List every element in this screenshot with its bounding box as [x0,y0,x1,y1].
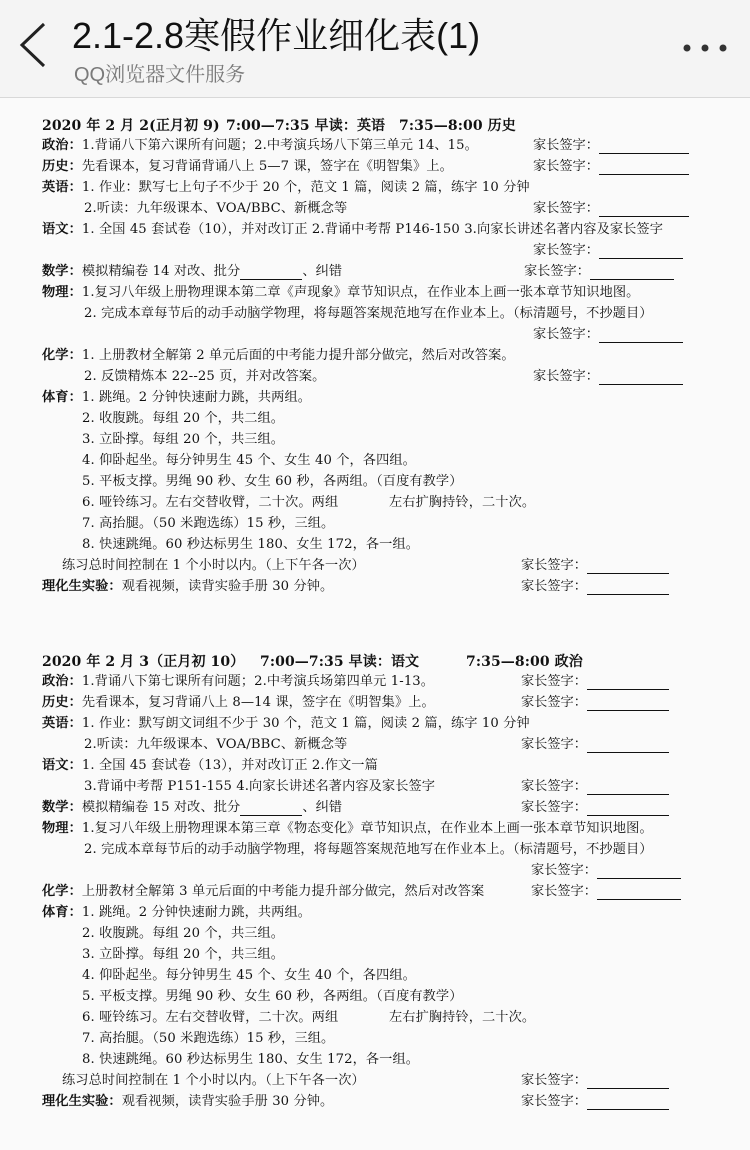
more-button[interactable] [680,36,730,60]
parent-signature: 家长签字： [531,884,681,900]
day2-chinese-2: 3.背诵中考帮 P151-155 4.向家长讲述名著内容及家长签字 [84,779,436,794]
day1-chinese: 语文：1. 全国 45 套试卷（10），并对改订正 2.背诵中考帮 P146-150 3.向家长讲述名著内容及家长签字 [42,222,664,237]
day1-pe-6b: 左右扩胸持铃，二十次。 [389,495,536,510]
day1-math: 数学：模拟精编卷 14 对改、批分 、纠错 [42,264,343,279]
day2-pe-4: 4. 仰卧起坐。每分钟男生 45 个、女生 40 个，各四组。 [82,968,416,983]
day2-pe-total: 练习总时间控制在 1 个小时以内。（上下午各一次） [62,1073,365,1088]
day2-pe-8: 8. 快速跳绳。60 秒达标男生 180、女生 172，各一组。 [82,1052,420,1067]
document-view[interactable] [0,98,750,1150]
day1-after-reading: 7:35—8:00 历史 [399,118,516,134]
parent-signature: 家长签字： [533,159,689,175]
day2-math: 数学：模拟精编卷 15 对改、批分 、纠错 [42,800,343,815]
day2-pe-3: 3. 立卧撑。每组 20 个，共三组。 [82,947,285,962]
day2-pe-2: 2. 收腹跳。每组 20 个，共三组。 [82,926,285,941]
parent-signature: 家长签字： [521,558,669,574]
parent-signature: 家长签字： [533,243,683,259]
back-button[interactable] [14,20,54,70]
day1-physics-1: 物理：1.复习八年级上册物理课本第二章《声现象》章节知识点，在作业本上画一张本章节知识地图。 [42,285,640,300]
day2-physics-1: 物理：1.复习八年级上册物理课本第三章《物态变化》章节知识点，在作业本上画一张本章节知识地图。 [42,821,653,836]
parent-signature: 家长签字： [533,138,689,154]
day2-pe-6: 6. 哑铃练习。左右交替收臂，二十次。两组 [82,1010,339,1025]
parent-signature: 家长签字： [521,579,669,595]
parent-signature: 家长签字： [521,1094,669,1110]
parent-signature: 家长签字： [524,264,674,280]
day2-pe-7: 7. 高抬腿。（50 米跑选练）15 秒，三组。 [82,1031,335,1046]
page-title: 2.1-2.8寒假作业细化表(1) [72,15,481,56]
day1-pe-total: 练习总时间控制在 1 个小时以内。（上下午各一次） [62,558,365,573]
day1-politics: 政治：1.背诵八下第六课所有问题；2.中考演兵场八下第三单元 14、15。 [42,138,478,153]
day2-pe-5: 5. 平板支撑。男绳 90 秒、女生 60 秒，各两组。（百度有教学） [82,989,463,1004]
day1-chemistry-2: 2. 反馈精炼本 22--25 页，并对改答案。 [84,369,326,384]
day1-pe-2: 2. 收腹跳。每组 20 个，共二组。 [82,411,285,426]
day2-pe-1: 体育：1. 跳绳。2 分钟快速耐力跳，共两组。 [42,905,312,920]
parent-signature: 家长签字： [521,800,669,816]
more-dots-icon [680,36,730,60]
day2-history: 历史：先看课本，复习背诵八上 8—14 课，签字在《明智集》上。 [42,695,435,710]
parent-signature: 家长签字： [521,695,669,711]
day1-date: 2020 年 2 月 2(正月初 9) [42,118,220,134]
parent-signature: 家长签字： [521,779,669,795]
day1-pe-8: 8. 快速跳绳。60 秒达标男生 180、女生 172，各一组。 [82,537,420,552]
day1-pe-3: 3. 立卧撑。每组 20 个，共三组。 [82,432,285,447]
app-header [0,0,750,98]
parent-signature: 家长签字： [531,863,681,879]
parent-signature: 家长签字： [533,369,683,385]
day2-lab: 理化生实验：观看视频，读背实验手册 30 分钟。 [42,1094,334,1109]
day1-pe-6: 6. 哑铃练习。左右交替收臂，二十次。两组 [82,495,339,510]
day1-pe-7: 7. 高抬腿。（50 米跑选练）15 秒，三组。 [82,516,335,531]
day2-pe-6b: 左右扩胸持铃，二十次。 [389,1010,536,1025]
day1-pe-4: 4. 仰卧起坐。每分钟男生 45 个、女生 40 个，各四组。 [82,453,416,468]
day1-lab: 理化生实验：观看视频，读背实验手册 30 分钟。 [42,579,334,594]
day2-after-reading: 7:35—8:00 政治 [466,654,583,670]
day1-pe-1: 体育：1. 跳绳。2 分钟快速耐力跳，共两组。 [42,390,312,405]
day1-chemistry-1: 化学：1. 上册教材全解第 2 单元后面的中考能力提升部分做完，然后对改答案。 [42,348,515,363]
parent-signature: 家长签字： [533,327,683,343]
day1-history: 历史：先看课本，复习背诵背诵八上 5—7 课，签字在《明智集》上。 [42,159,453,174]
day2-chemistry: 化学：上册教材全解第 3 单元后面的中考能力提升部分做完，然后对改答案 [42,884,485,899]
day2-politics: 政治：1.背诵八下第七课所有问题；2.中考演兵场第四单元 1-13。 [42,674,435,689]
day2-morning-reading: 7:00—7:35 早读：语文 [260,654,420,670]
parent-signature: 家长签字： [533,201,689,217]
day2-chinese-1: 语文：1. 全国 45 套试卷（13），并对改订正 2.作文一篇 [42,758,378,773]
day2-english-1: 英语：1. 作业：默写朗文词组不少于 30 个，范文 1 篇，阅读 2 篇，练字 10 分钟 [42,716,530,731]
chevron-left-icon [14,20,54,70]
day1-english-2: 2.听读：九年级课本、VOA/BBC、新概念等 [84,201,348,216]
parent-signature: 家长签字： [521,1073,669,1089]
day2-english-2: 2.听读：九年级课本、VOA/BBC、新概念等 [84,737,348,752]
parent-signature: 家长签字： [521,737,669,753]
day1-pe-5: 5. 平板支撑。男绳 90 秒、女生 60 秒，各两组。（百度有教学） [82,474,463,489]
day1-morning-reading: 7:00—7:35 早读：英语 [226,118,386,134]
day2-physics-2: 2. 完成本章每节后的动手动脑学物理，将每题答案规范地写在作业本上。（标清题号，不抄题目） [84,842,653,857]
day2-date: 2020 年 2 月 3（正月初 10） [42,654,245,670]
day1-english-1: 英语：1. 作业：默写七上句子不少于 20 个，范文 1 篇，阅读 2 篇，练字 10 分钟 [42,180,530,195]
day1-physics-2: 2. 完成本章每节后的动手动脑学物理，将每题答案规范地写在作业本上。（标清题号，不抄题目） [84,306,653,321]
page-subtitle: QQ浏览器文件服务 [74,64,246,86]
parent-signature: 家长签字： [521,674,669,690]
